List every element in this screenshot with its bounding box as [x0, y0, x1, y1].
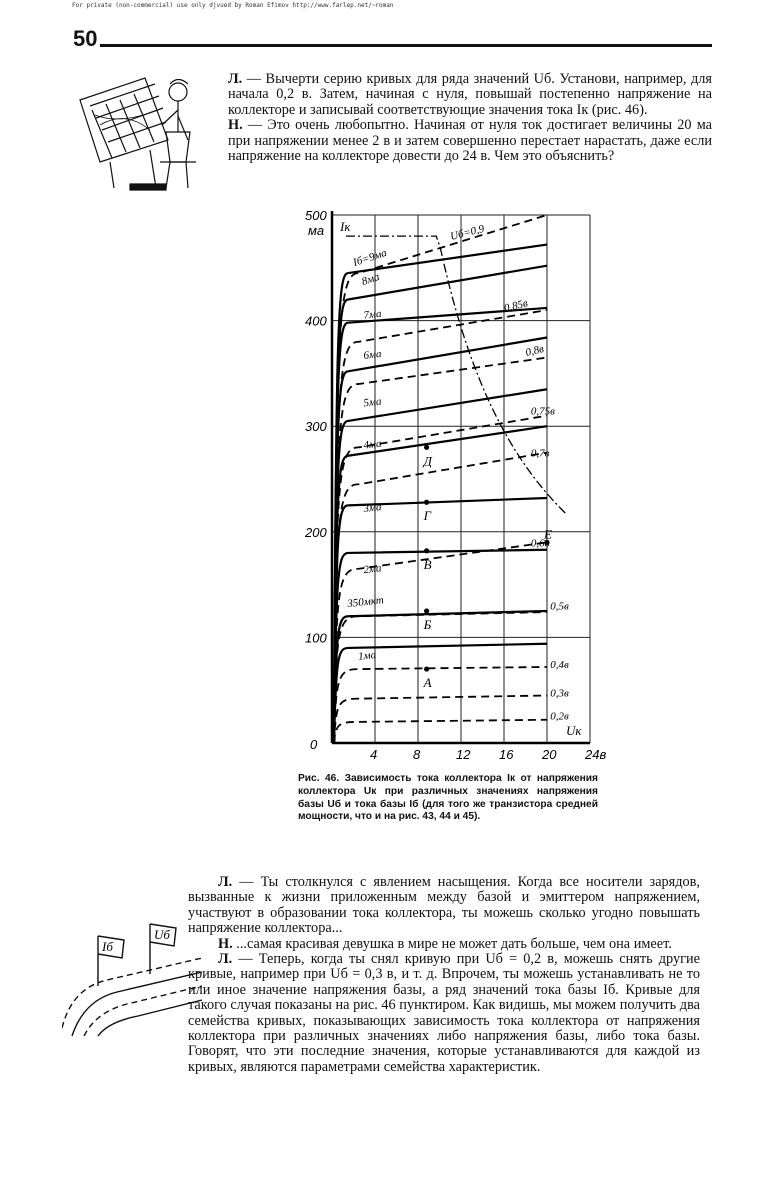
series-ub-line	[334, 215, 547, 743]
dialog-paragraph: Л. — Вычерти серию кривых для ряда значений Uб. Установи, например, для начала 0,2 в. Затем, начиная с нуля, повышай постепенно напряжение на коллекторе и записывай соответствующие значения тока Iк (рис. 46).	[228, 71, 712, 118]
ib-series-label: 5ма	[362, 395, 383, 410]
y-tick-label: 500	[305, 208, 327, 223]
y-tick-label: 400	[305, 313, 327, 329]
characteristic-chart	[290, 205, 620, 765]
series-ub-line	[334, 307, 547, 743]
ib-series-label: 350мкт	[346, 594, 385, 611]
ib-series-label: 8ма	[360, 270, 382, 288]
dialog-bottom	[188, 875, 700, 1075]
x-tick-label: 0	[310, 737, 318, 752]
ib-series-label: 2ма	[362, 562, 383, 577]
x-tick-label: 24в	[585, 747, 607, 762]
flag-ub-label: Uб	[154, 927, 170, 942]
operating-point	[424, 500, 429, 505]
ub-series-label: 0,8в	[524, 342, 546, 360]
scan-credit-note: For private (non-commercial) use only djvued by Roman Efimov http://www.farlep.net/~roman	[72, 2, 394, 9]
figure-caption: Рис. 46. Зависимость тока коллектора Iк от напряжения коллектора Uк при различных значениях напряжения базы Uб и тока базы Iб (для того же транзистора средней мощности, что и на рис. 43, 44 и 45).	[298, 773, 598, 823]
y-tick-label: 100	[305, 630, 327, 646]
y-tick-label: 200	[305, 524, 327, 540]
dialog-paragraph: Л. — Ты столкнулся с явлением насыщения. Когда все носители зарядов, вызванные к жизни приложенным между базой и эмиттером напряжением, участвуют в образовании тока коллектора, ты можешь сколько угодно повышать напряжение коллектора...	[188, 874, 701, 937]
header-rule	[100, 44, 712, 47]
ub-series-label: 0,2в	[550, 710, 569, 723]
operating-point	[424, 548, 429, 553]
operating-point-label: А	[423, 675, 432, 691]
operating-point-label: Б	[423, 617, 432, 632]
dialog-paragraph: Н. — Это очень любопытно. Начиная от нуля ток достигает величины 20 ма при напряжении менее 2 в и затем совершенно перестает нарастать, даже если напряжение на коллекторе довести до 24 в. Чем это объяснить?	[228, 117, 712, 165]
chart-labels	[304, 208, 606, 762]
ib-series-label: 1ма	[357, 648, 377, 663]
dialog-paragraph: Н. ...самая красивая девушка в мире не может дать больше, чем она имеет.	[218, 935, 672, 952]
operating-point	[424, 608, 429, 613]
ub-series-label: 0,6в	[530, 537, 550, 550]
series-ub-line	[334, 612, 547, 743]
ub-series-label: 0,4в	[550, 658, 569, 671]
series-ib-line	[334, 611, 547, 743]
series-ub-line	[334, 667, 547, 743]
dialog-paragraph: Л. — Теперь, когда ты снял кривую при Uб = 0,2 в, можешь снять другие кривые, например при Uб = 0,3 в, и т. д. Впрочем, ты можешь устанавливать не то или иное значение напряжения базы, а ряд значений тока базы Iб. Кривые для такого случая показаны на рис. 46 пунктиром. Как видишь, мы можем получить два семейства кривых, показывающих зависимость тока коллектора от напряжения коллектора при различных значениях либо напряжения базы, либо тока базы. Говорят, что эти последние значения, которые устанавливаются для каждой из кривых, являются параметрами семейства характеристик.	[188, 951, 700, 1075]
y-tick-label: 300	[305, 419, 327, 435]
ib-series-label: 6ма	[362, 348, 383, 362]
flags-curves-illustration	[62, 918, 202, 1038]
operating-point-label: В	[423, 556, 432, 572]
ub-series-label: Uб=0,9	[449, 222, 486, 243]
x-tick-label: 16	[499, 747, 514, 762]
operating-point-label: Г	[423, 508, 432, 524]
y-axis-label: Iк	[340, 219, 351, 234]
ib-series-label: Iб=9ма	[351, 246, 389, 269]
ub-series-label: 0,75в	[530, 405, 555, 418]
ib-series-label: 3ма	[362, 501, 383, 515]
x-tick-label: 4	[370, 747, 378, 762]
page-number: 50	[73, 26, 98, 51]
operating-point	[424, 666, 429, 671]
x-tick-label: 12	[456, 747, 471, 762]
series-ub-line	[334, 720, 547, 743]
x-tick-label: 8	[413, 747, 421, 762]
series-ub-line	[334, 416, 547, 743]
dialog-top	[228, 72, 712, 164]
x-axis-label: Uк	[566, 723, 582, 738]
ub-series-label: 0,3в	[550, 687, 569, 700]
y-unit-label: ма	[308, 223, 325, 238]
ib-series-label: 7ма	[362, 307, 383, 322]
ub-series-label: 0,5в	[550, 600, 569, 613]
operating-point-label: Д	[423, 453, 432, 469]
ib-series-label: 4ма	[362, 437, 383, 452]
operating-point	[424, 445, 429, 450]
x-tick-label: 20	[542, 747, 557, 762]
drafting-man-illustration	[70, 70, 205, 195]
ub-series-label: 0,7в	[530, 447, 550, 460]
series-ib-line	[334, 498, 547, 743]
chart-series	[334, 215, 565, 743]
ub-series-label: 0,85в	[502, 297, 530, 315]
operating-point-label: Е	[544, 526, 552, 542]
flag-ib-label: Iб	[102, 939, 113, 954]
